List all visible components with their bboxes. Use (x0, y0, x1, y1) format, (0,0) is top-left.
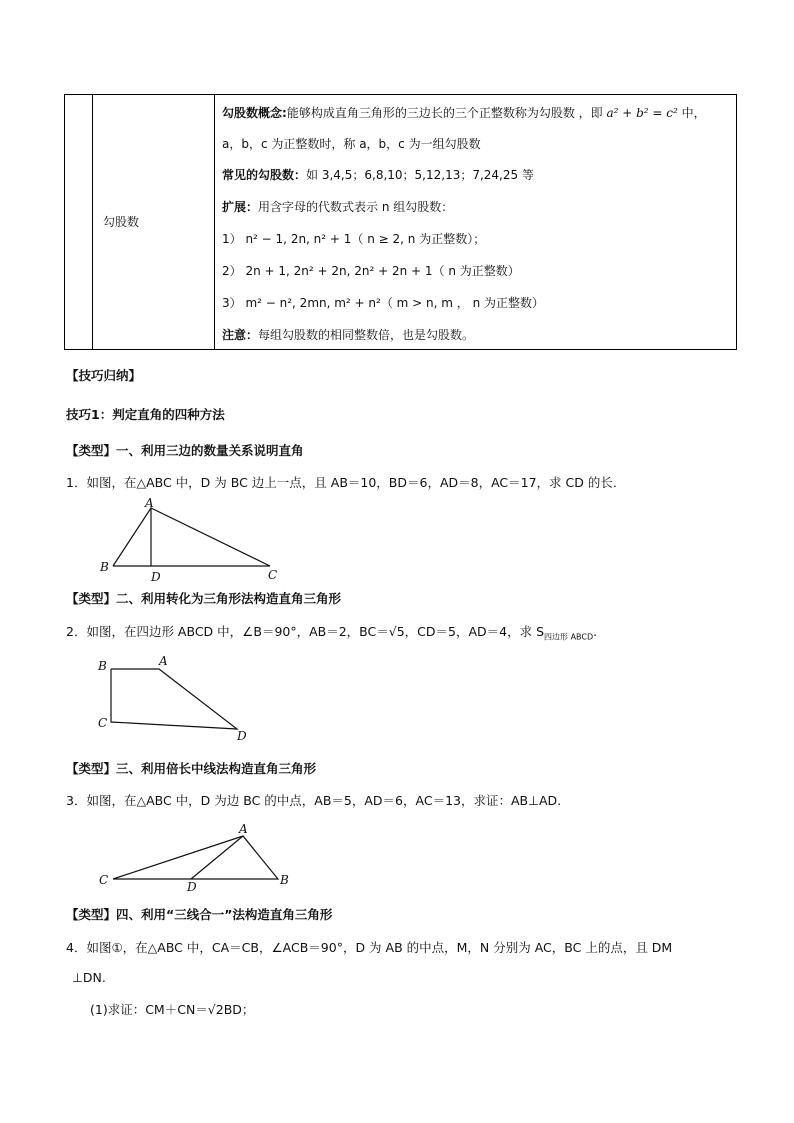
figure-3 (95, 820, 300, 895)
question-2-subscript: 四边形 ABCD (544, 632, 594, 642)
extension-item-3: 3） m² − n², 2mn, m² + n²（ m > n, m ， n 为正整数） (222, 296, 544, 310)
figure-1 (95, 495, 295, 585)
triangle-abc-3 (113, 836, 278, 879)
fig2-label-c: C (98, 716, 108, 730)
common-text: 如 3,4,5；6,8,10；5,12,13；7,24,25 等 (306, 168, 534, 182)
fig2-label-a: A (159, 654, 168, 668)
question-2-end: . (593, 624, 598, 639)
type3-heading: 【类型】三、利用倍长中线法构造直角三角形 (66, 761, 317, 776)
question-3: 3．如图，在△ABC 中，D 为边 BC 的中点，AB＝5，AD＝6，AC＝13，求证：AB⊥AD. (66, 793, 562, 808)
concept-text: 能够构成直角三角形的三边长的三个正整数称为勾股数 ，即 (286, 106, 603, 120)
extension-text: 用含字母的代数式表示 n 组勾股数： (258, 200, 454, 214)
tip1-title: 技巧1：判定直角的四种方法 (66, 407, 225, 422)
table-col-divider-1 (92, 94, 93, 350)
fig1-label-d: D (151, 570, 161, 584)
common-label: 常见的勾股数： (222, 168, 307, 182)
common-line (222, 167, 534, 183)
note-line (222, 327, 474, 343)
question-4-part-1: (1)求证：CM＋CN＝√2BD； (90, 1002, 255, 1017)
fig3-label-a: A (239, 822, 248, 836)
table-bottom-border (64, 349, 737, 350)
concept-line (222, 105, 706, 121)
fig1-label-c: C (268, 568, 278, 582)
question-2-text: 2．如图，在四边形 ABCD 中，∠B＝90°，AB＝2，BC＝√5，CD＝5，AD＝4，求 S (66, 624, 545, 639)
concept-tail: 中， (681, 106, 706, 120)
note-label: 注意： (222, 328, 259, 342)
fig2-label-d: D (237, 729, 247, 743)
fig1-label-b: B (100, 560, 109, 574)
fig3-label-c: C (99, 873, 109, 887)
extension-item-1: 1） n² − 1, 2n, n² + 1（ n ≥ 2, n 为正整数）； (222, 232, 486, 246)
type1-heading: 【类型】一、利用三边的数量关系说明直角 (66, 443, 304, 458)
concept-formula: a² + b² = c² (606, 106, 678, 120)
quadrilateral-abcd (111, 669, 237, 729)
triangle-abc (113, 508, 270, 566)
figure-2 (95, 652, 265, 744)
fig3-label-b: B (280, 873, 289, 887)
question-4-line-2: ⊥DN. (72, 970, 106, 985)
table-row-label: 勾股数 (103, 215, 140, 229)
extension-item-2: 2） 2n + 1, 2n² + 2n, 2n² + 2n + 1（ n 为正整数） (222, 264, 520, 278)
type4-heading: 【类型】四、利用“三线合一”法构造直角三角形 (66, 907, 333, 922)
question-2 (66, 623, 597, 647)
question-1: 1．如图，在△ABC 中，D 为 BC 边上一点，且 AB＝10，BD＝6，AD＝8，AC＝17，求 CD 的长． (66, 475, 626, 490)
table-top-border (64, 94, 737, 95)
type2-heading: 【类型】二、利用转化为三角形法构造直角三角形 (66, 591, 342, 606)
median-ad (191, 836, 243, 879)
extension-label: 扩展： (222, 200, 259, 214)
section-title: 【技巧归纳】 (66, 368, 142, 383)
fig3-label-d: D (187, 880, 197, 894)
extension-line (222, 199, 453, 215)
fig1-label-a: A (145, 496, 154, 510)
concept-line-2: a，b，c 为正整数时，称 a，b，c 为一组勾股数 (222, 137, 481, 151)
note-text: 每组勾股数的相同整数倍，也是勾股数。 (258, 328, 475, 342)
table-right-border (736, 94, 737, 350)
concept-label: 勾股数概念: (222, 106, 287, 120)
question-4-line-1: 4．如图①，在△ABC 中，CA＝CB，∠ACB＝90°，D 为 AB 的中点，M，N 分别为 AC，BC 上的点，且 DM (66, 940, 673, 955)
table-left-border (64, 94, 65, 350)
fig2-label-b: B (98, 659, 107, 673)
table-col-divider-2 (214, 94, 215, 350)
